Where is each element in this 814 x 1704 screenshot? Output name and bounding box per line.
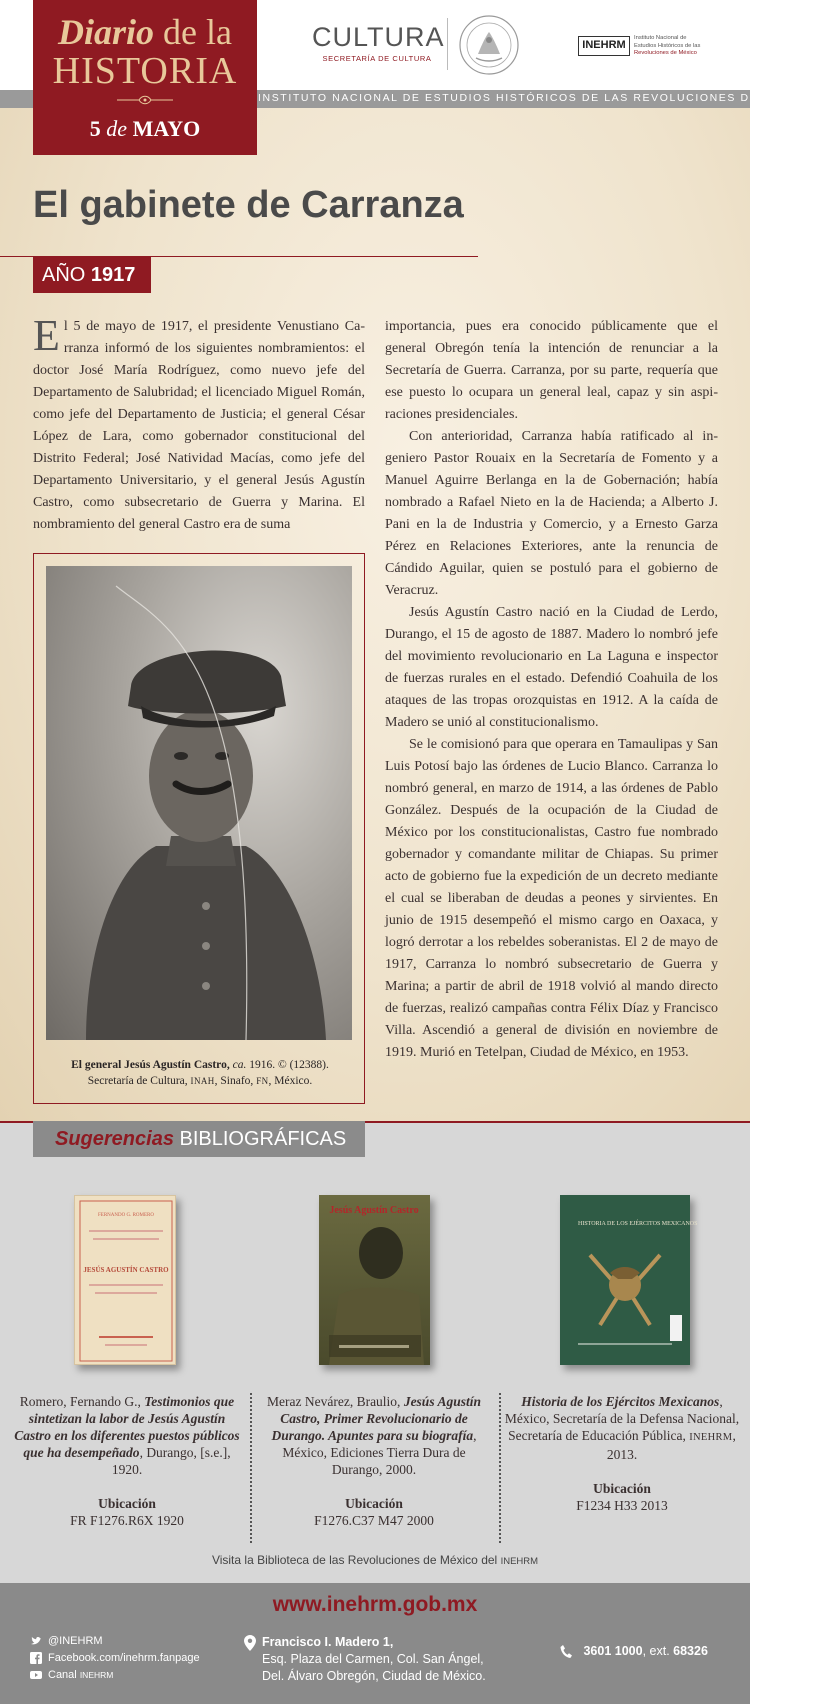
call-number: FR F1276.R6X 1920 [70,1513,184,1528]
book-cover-3[interactable] [560,1195,698,1365]
book3-cover-title: HISTORIA DE LOS EJÉRCITOS MEXICANOS [578,1221,698,1227]
phone-number[interactable]: 3601 1000, ext. 68326 [560,1644,740,1659]
book2-cover-title: Jesús Agustín Castro [329,1205,419,1216]
national-seal-icon [458,14,520,76]
book1-cover-author: FERNANDO G. ROMERO [98,1213,154,1218]
location-pin-icon [244,1635,256,1651]
twitter-icon [30,1635,42,1647]
reference-divider [250,1393,252,1543]
address: Francisco I. Madero 1, Esq. Plaza del Carmen, Col. San Ángel, Del. Álvaro Obregón, Ciudad de México. [244,1634,534,1685]
social-links [30,1632,240,1683]
book-reference-1: Romero, Fernando G., Testimonios que sintetizan la labor de Jesús Agustín Castro en los diferentes puestos públicos que ha desempeñado, Durango, [s.e.], 1920. Ubicación FR F1276.R6X 1920 [9,1393,245,1529]
article-paragraph: El 5 de mayo de 1917, el presidente Venustiano Carranza informó de los siguientes nombramientos: el doctor José María Rodríguez, como nuevo jefe del Departamento de Salubridad; el licenciado Miguel Román, como jefe del Departamento de Justicia; el general César López de Lara, como gobernador constitucional del Distrito Federal; José Natividad Macías, como jefe del Departamento Universitario, y el general Jesús Agustín Castro, como subsecretario de Guerra y Marina. El nombramiento del general Castro era de suma [33,311,365,532]
drop-cap: E [33,311,60,360]
article-column-right [385,316,718,1064]
youtube-link[interactable]: Canal INEHRM [30,1666,240,1683]
inehrm-logo[interactable]: INEHRM Instituto Nacional de Estudios Históricos de las Revoluciones de México [578,32,698,62]
masthead-title-line2: HISTORIA [52,50,238,92]
masthead-date: 5 de MAYO [89,116,201,141]
book-reference-2: Meraz Nevárez, Braulio, Jesús Agustín Castro, Primer Revolucionario de Durango. Apuntes para su biografía, México, Ediciones Tierra Dura de Durango, 2000. Ubicación F1276.C37 M47 2000 [256,1393,492,1529]
article-paragraph: Se le comisionó para que operara en Tamaulipas y San Luis Potosí bajo las órdenes de Lucio Blanco. Carranza lo nombró general, en marzo de 1914, a las órdenes de Pablo González. Después de la ocupación de la Ciudad de México por los constitucionalistas, Castro fue nombrado gobernador y comandante militar de Chiapas. Su primer acto de gobierno fue la expedición de un decreto mediante el cual se liberaban de deudas a peones y sirvientes. En junio de 1915 desempeñó el mismo cargo en Oaxaca, y logró derrotar a los rebeldes soberanistas. El 2 de mayo de 1917, Carranza lo nombró subsecretario de Guerra y Marina; a partir de abril de 1918 volvió al mando directo de fuerzas, realizó campañas contra Félix Díaz y Francisco Villa. Ascendió a general de división en noviembre de 1919. Murió en Tetelpan, Ciudad de México, en 1953. [385,737,718,1060]
year-badge: AÑO 1917 [33,257,151,293]
call-number: F1276.C37 M47 2000 [314,1513,434,1528]
phone-icon [560,1645,572,1659]
book-reference-3: Historia de los Ejércitos Mexicanos, México, Secretaría de la Defensa Nacional, Secretaría de Educación Pública, INEHRM, 2013. Ubicación F1234 H33 2013 [504,1394,740,1513]
portrait-illustration [46,566,352,1040]
reference-divider [499,1393,501,1543]
logo-divider [447,18,448,70]
suggestions-heading: Sugerencias BIBLIOGRÁFICAS [33,1121,365,1157]
book-cover-2[interactable] [319,1195,430,1365]
photo-frame [33,553,365,1104]
article-title: El gabinete de Carranza [33,184,464,226]
ornament-icon [115,94,175,106]
youtube-icon [30,1669,42,1681]
photo-caption: El general Jesús Agustín Castro, ca. 1916. © (12388). Secretaría de Cultura, INAH, Sinafo, FN, México. [71,1059,329,1087]
facebook-link[interactable]: Facebook.com/inehrm.fanpage [30,1649,240,1666]
article-paragraph: Con anterioridad, Carranza había ratificado al ingeniero Pastor Rouaix en la Secretaría de Fomento y a Manuel Aguirre Berlanga en la de Gobernación; había nombrado a Rafael Nieto en la de Hacienda; a Alberto J. Pani en la de Industria y Comercio, y a Ernesto Garza Pérez en Relaciones Exteriores, ante la renuncia de Cándido Aguilar, quien se postuló para el gobierno de Veracruz. [385,429,718,598]
article-paragraph: Jesús Agustín Castro nació en la Ciudad de Lerdo, Durango, el 15 de agosto de 1887. Madero lo nombró jefe del movimiento revolucionario en La Laguna e inspector de fuerzas rurales en el estado. Defendió Coahuila de los ataques de las tropas orozquistas en 1912. A la caída de Madero se unió al constitucionalismo. [385,605,718,730]
cultura-logo[interactable]: CULTURA SECRETARÍA DE CULTURA [312,22,445,63]
institute-name: INSTITUTO NACIONAL DE ESTUDIOS HISTÓRICOS DE LAS REVOLUCIONES DE MÉXICO [258,92,814,104]
facebook-icon [30,1652,42,1664]
book-cover-1[interactable] [74,1195,176,1365]
portrait-photo [46,566,352,1040]
twitter-link[interactable]: @INEHRM [30,1632,240,1649]
masthead-title-line1: Diario de la [58,12,232,52]
article-paragraph: importancia, pues era conocido públicamente que el general Obregón tenía la intención de renunciar a la Secretaría de Guerra. Carranza, por su parte, requería que ese puesto lo ocupara un general leal, capaz y sin aspiraciones presidenciales. [385,319,718,422]
website-link[interactable]: www.inehrm.gob.mx [272,1593,478,1616]
article-column-left [33,311,365,536]
book1-cover-title: JESÚS AGUSTÍN CASTRO [83,1266,169,1274]
call-number: F1234 H33 2013 [576,1498,668,1513]
library-visit-note: Visita la Biblioteca de las Revoluciones de México del INEHRM [211,1553,539,1567]
masthead [33,0,257,155]
